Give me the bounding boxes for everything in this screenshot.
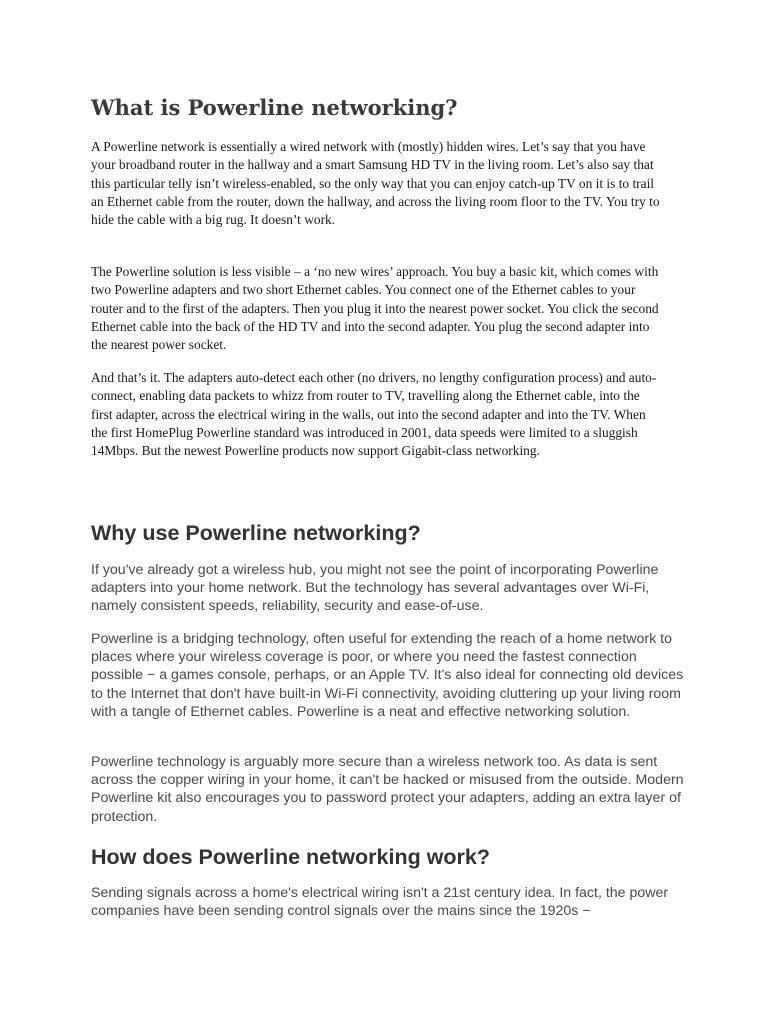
section-heading-why-use-powerline: Why use Powerline networking?: [91, 521, 421, 545]
section-heading-what-is-powerline: What is Powerline networking?: [91, 95, 458, 120]
paragraph-what-is-1: A Powerline network is essentially a wired network with (mostly) hidden wires. Let’s say that you have your broadband router in the hallway and a smart Samsung HD TV in the living room. Let’s also say that this particular telly isn’t wireless-enabled, so the only way that you can enjoy catch-up TV on it is to trail an Ethernet cable from the router, down the hallway, and across the living room floor to the TV. You try to hide the cable with a big rug. It doesn’t work.: [91, 139, 660, 228]
paragraph-why-use-1: If you've already got a wireless hub, you might not see the point of incorporating Powerline adapters into your home network. But the technology has several advantages over Wi-Fi, namely consistent speeds, reliability, security and ease-of-use.: [91, 562, 659, 615]
section-heading-how-does-powerline-work: How does Powerline networking work?: [91, 845, 490, 869]
paragraph-what-is-3: And that’s it. The adapters auto-detect each other (no drivers, no lengthy configuration process) and auto-connect, enabling data packets to whizz from router to TV, travelling along the Ethernet cable, into the first adapter, across the electrical wiring in the walls, out into the second adapter and into the TV. When the first HomePlug Powerline standard was introduced in 2001, data speeds were limited to a sluggish 14Mbps. But the newest Powerline products now support Gigabit-class networking.: [91, 370, 657, 459]
paragraph-why-use-2: Powerline is a bridging technology, often useful for extending the reach of a home network to places where your wireless coverage is poor, or where you need the fastest connection possible − a games console, perhaps, or an Apple TV. It's also ideal for connecting old devices to the Internet that don't have built-in Wi-Fi connectivity, avoiding cluttering up your living room with a tangle of Ethernet cables. Powerline is a neat and effective networking solution.: [91, 631, 684, 720]
paragraph-how-does-1: Sending signals across a home's electrical wiring isn't a 21st century idea. In fact, the power companies have been sending control signals over the mains since the 1920s −: [91, 885, 669, 920]
paragraph-why-use-3: Powerline technology is arguably more secure than a wireless network too. As data is sent across the copper wiring in your home, it can't be hacked or misused from the outside. Modern Powerline kit also encourages you to password protect your adapters, adding an extra layer of protection.: [91, 754, 684, 825]
paragraph-what-is-2: The Powerline solution is less visible – a ‘no new wires’ approach. You buy a basic kit, which comes with two Powerline adapters and two short Ethernet cables. You connect one of the Ethernet cables to your router and to the first of the adapters. Then you plug it into the nearest power socket. You click the second Ethernet cable into the back of the HD TV and into the second adapter. You plug the second adapter into the nearest power socket.: [91, 264, 659, 353]
